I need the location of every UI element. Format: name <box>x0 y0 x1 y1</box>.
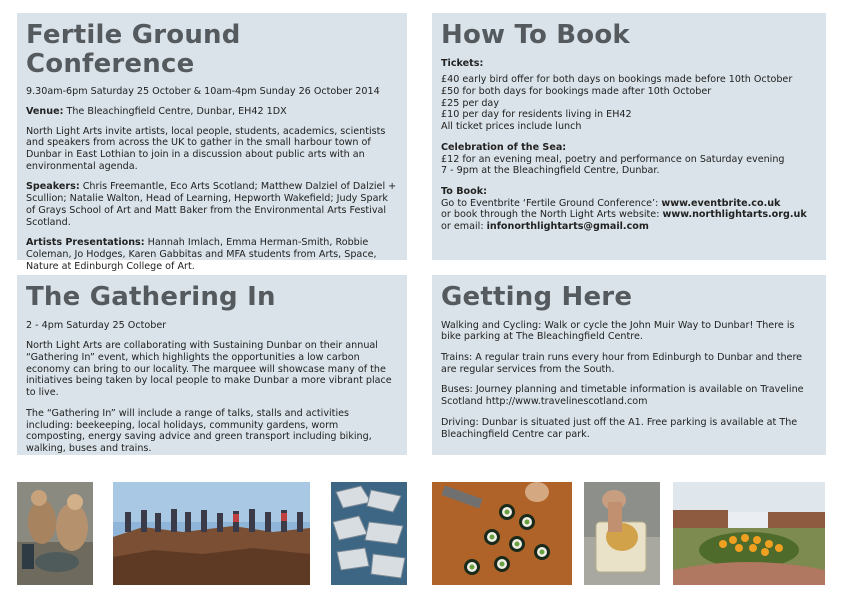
eventbrite-line <box>441 198 817 210</box>
group-on-rocks-photo <box>113 482 310 585</box>
conference-intro: North Light Arts invite artists, local people, students, academics, scientists and speakers from across the UK to gather in the small harbour town of Dunbar in East Lothian to join in a discussion about public arts with an environmental agenda. <box>26 125 386 172</box>
ticket-item: £50 for both days for bookings made after 10th October <box>441 86 712 97</box>
trains-info: Trains: A regular train runs every hour from Edinburgh to Dunbar and there are regular services from the South. <box>441 352 803 375</box>
celebration-block <box>441 142 817 177</box>
email-text: or email: <box>441 221 487 233</box>
tobook-label: To Book: <box>441 185 487 197</box>
tickets-label: Tickets: <box>441 57 484 69</box>
gathering-para2: The “Gathering In” will include a range of talks, stalls and activities including: beekeeping, local holidays, community gardens, worm composting, energy saving advice and green transport including biking, walking, buses and trains. <box>26 407 372 454</box>
venue-label: Venue: <box>26 105 64 117</box>
gathering-title: The Gathering In <box>26 282 276 312</box>
photo-strip <box>0 482 842 586</box>
artists-text: Hannah Imlach, Emma Herman-Smith, Robbie Coleman, Jo Hodges, Karen Gabbitas and MFA students from Arts, Space, Nature at Edinburgh College of Art. <box>26 237 377 272</box>
honeycomb-photo <box>584 482 660 585</box>
ticket-item: £10 per day for residents living in EH42 <box>441 109 632 121</box>
booking-panel <box>432 13 826 260</box>
email-link[interactable]: infonorthlightarts@gmail.com <box>486 221 649 233</box>
booking-title: How To Book <box>441 20 630 50</box>
eventbrite-link[interactable]: www.eventbrite.co.uk <box>661 197 781 209</box>
celebration-line: 7 - 9pm at the Bleachingfield Centre, Dunbar. <box>441 165 660 177</box>
celebration-line: £12 for an evening meal, poetry and performance on Saturday evening <box>441 153 785 165</box>
ticket-item: All ticket prices include lunch <box>441 121 582 133</box>
tobook-block <box>441 186 817 233</box>
website-link[interactable]: www.northlightarts.org.uk <box>662 209 807 221</box>
website-line <box>441 209 817 221</box>
getting-here-title: Getting Here <box>441 282 633 312</box>
flower-bed-photo <box>673 482 825 585</box>
ticket-item: £40 early bird offer for both days on bookings made before 10th October <box>441 74 793 86</box>
speakers-label: Speakers: <box>26 181 80 193</box>
gathering-panel <box>17 275 407 455</box>
tickets-block <box>441 58 817 133</box>
website-text: or book through the North Light Arts website: <box>441 209 663 221</box>
getting-here-panel <box>432 275 826 455</box>
venue-text: The Bleachingfield Centre, Dunbar, EH42 1DX <box>63 105 287 117</box>
buses-info: Buses: Journey planning and timetable information is available on Traveline Scotland http://www.travelinescotland.com <box>441 384 804 408</box>
venue-line <box>26 106 398 118</box>
paper-boats-photo <box>331 482 407 585</box>
conference-panel <box>17 13 407 272</box>
speakers-text: Chris Freemantle, Eco Arts Scotland; Matthew Dalziel of Dalziel + Scullion; Natalie Walton, Head of Learning, Hepworth Wakefield; Judy Spark of Grays School of Art and Matt Baker from the Environmental Arts Festival Scotland. <box>26 181 397 228</box>
gathering-time: 2 - 4pm Saturday 25 October <box>26 319 167 331</box>
ticket-item: £25 per day <box>441 97 499 109</box>
speakers-line <box>26 181 398 228</box>
celebration-label: Celebration of the Sea: <box>441 141 567 153</box>
email-line <box>441 221 817 233</box>
conference-dates: 9.30am-6pm Saturday 25 October & 10am-4pm Sunday 26 October 2014 <box>26 86 380 98</box>
artists-label: Artists Presentations: <box>26 237 145 249</box>
walking-info: Walking and Cycling: Walk or cycle the John Muir Way to Dunbar! There is bike parking at The Bleachingfield Centre. <box>441 319 795 343</box>
conference-title: Fertile Ground Conference <box>26 20 241 79</box>
gathering-para1: North Light Arts are collaborating with Sustaining Dunbar on their annual “Gathering In” event, which highlights the opportunities a low carbon economy can bring to our locality. The marquee will showcase many of the initiatives being taken by local people to make Dunbar a more vibrant place to live. <box>26 340 392 399</box>
sushi-photo <box>432 482 572 585</box>
driving-info: Driving: Dunbar is situated just off the A1. Free parking is available at The Bleachingfield Centre car park. <box>441 416 798 440</box>
artists-line <box>26 237 398 272</box>
rockpool-photo <box>17 482 93 585</box>
eventbrite-text: Go to Eventbrite ‘Fertile Ground Conference’: <box>441 197 662 209</box>
